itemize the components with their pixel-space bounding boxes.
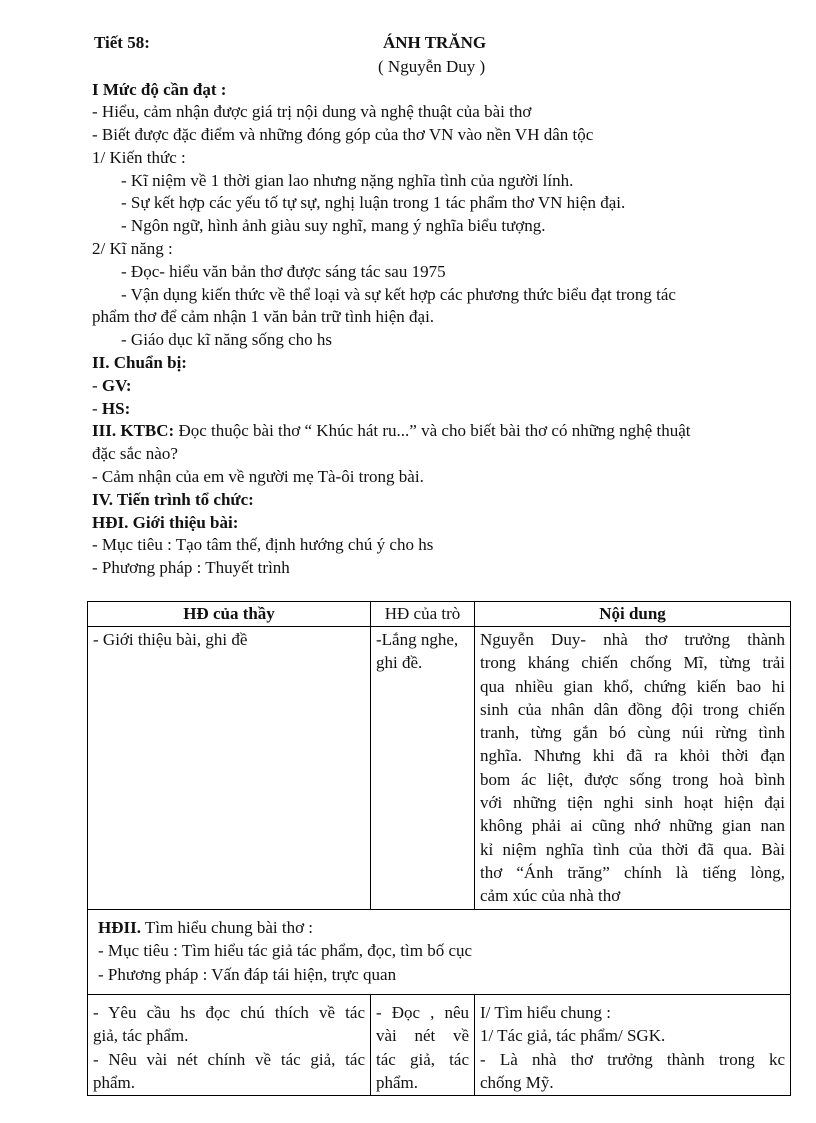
content-line: bom ác liệt, được sống trong hoà bình <box>480 769 785 789</box>
header-teacher: HĐ của thầy <box>88 602 371 627</box>
hs-label: HS: <box>101 399 131 418</box>
student-text: tác giả, tác <box>376 1049 469 1069</box>
hd2-heading <box>98 916 780 940</box>
content-line: Nguyễn Duy- nhà thơ trưởng thành <box>480 630 785 649</box>
ktbc-line <box>92 420 690 442</box>
section4-heading: IV. Tiến trình tổ chức: <box>92 490 254 509</box>
content-line: I/ Tìm hiểu chung : <box>480 1003 611 1023</box>
teacher-cell <box>88 995 371 1096</box>
teacher-cell <box>88 627 371 910</box>
hd1-heading: HĐI. Giới thiệu bài: <box>92 513 239 532</box>
ktbc-label: III. KTBC: <box>92 421 175 440</box>
content-line: thơ “Ánh trăng” chính là tiếng lòng, <box>480 862 785 882</box>
table-row <box>88 995 791 1096</box>
ktbc-question: Đọc thuộc bài thơ “ Khúc hát ru...” và cho biết bài thơ có những nghệ thuật <box>174 421 691 440</box>
content-line: 1/ Tác giả, tác phẩm/ SGK. <box>480 1026 666 1046</box>
student-text: ghi đề. <box>376 653 423 673</box>
poem-title: ÁNH TRĂNG <box>383 33 487 52</box>
content-line: - Là nhà thơ trưởng thành trong kc <box>480 1049 785 1069</box>
ktbc-line: - Cảm nhận của em về người mẹ Tà-ôi trong bài. <box>92 467 424 486</box>
content-line: cảm xúc của nhà thơ <box>480 886 621 906</box>
table-row <box>88 627 791 910</box>
hd2-label: HĐII. <box>98 917 141 937</box>
content-line: qua nhiều gian khổ, chứng kiến bao hi <box>480 676 785 696</box>
knowledge-line: - Ngôn ngữ, hình ảnh giàu suy nghĩ, mang ý nghĩa biểu tượng. <box>121 216 546 235</box>
content-line: không phải ai cũng nhớ những gian nan <box>480 816 785 836</box>
knowledge-line: - Sự kết hợp các yếu tố tự sự, nghị luận trong 1 tác phẩm thơ VN hiện đại. <box>121 193 626 212</box>
content-line: với những tiện nghi sinh hoạt hiện đại <box>480 793 785 813</box>
hd2-row <box>88 909 791 995</box>
goal-line: - Biết được đặc điểm và những đóng góp của thơ VN vào nền VH dân tộc <box>92 125 594 144</box>
skill-line: - Giáo dục kĩ năng sống cho hs <box>121 330 333 349</box>
content-cell <box>475 995 791 1096</box>
hd2-cell <box>88 909 791 995</box>
hd2-goal: - Mục tiêu : Tìm hiểu tác giả tác phẩm, đọc, tìm bố cục <box>98 941 473 961</box>
content-line: tranh, từng gắn bó cùng núi rừng tình <box>480 723 785 743</box>
content-line: kỉ niệm nghĩa tình của thời đã qua. Bài <box>480 839 785 859</box>
hd2-title: Tìm hiểu chung bài thơ : <box>140 917 314 937</box>
gv-label: GV: <box>101 376 132 395</box>
ktbc-line: đặc sắc nào? <box>92 444 178 463</box>
goal-line: - Hiểu, cảm nhận được giá trị nội dung và nghệ thuật của bài thơ <box>92 102 532 121</box>
hd1-method: - Phương pháp : Thuyết trình <box>92 558 290 577</box>
hs-line <box>92 398 130 420</box>
knowledge-line: - Kĩ niệm về 1 thời gian lao nhưng nặng nghĩa tình của người lính. <box>121 171 574 190</box>
content-line: sinh của nhân dân đồng đội trong chiến <box>480 699 785 719</box>
header-content: Nội dung <box>475 602 791 627</box>
gv-dash: - <box>92 376 102 395</box>
content-line: trong kháng chiến chống Mĩ, từng trải <box>480 653 785 673</box>
student-text: phẩm. <box>376 1072 419 1092</box>
student-cell <box>371 995 475 1096</box>
section1-heading: I Mức độ cần đạt : <box>92 80 227 99</box>
content-cell <box>475 627 791 910</box>
skills-heading: 2/ Kĩ năng : <box>92 239 173 258</box>
teacher-text: - Nêu vài nét chính về tác giả, tác <box>93 1049 365 1069</box>
teacher-text: giả, tác phẩm. <box>93 1026 189 1046</box>
gv-line <box>92 375 132 397</box>
lesson-number: Tiết 58: <box>94 33 150 52</box>
student-text: -Lắng nghe, <box>376 630 459 649</box>
hd1-goal: - Mục tiêu : Tạo tâm thế, định hướng chú ý cho hs <box>92 535 434 554</box>
table-header-row <box>88 602 791 627</box>
teacher-text: - Yêu cầu hs đọc chú thích về tác <box>93 1003 365 1023</box>
teacher-text: phẩm. <box>93 1072 136 1092</box>
skill-line: - Đọc- hiểu văn bản thơ được sáng tác sau 1975 <box>121 262 446 281</box>
header-student: HĐ của trò <box>371 602 475 627</box>
student-cell <box>371 627 475 910</box>
section2-heading: II. Chuẩn bị: <box>92 353 187 372</box>
poem-author: ( Nguyễn Duy ) <box>378 57 486 76</box>
teacher-text: - Giới thiệu bài, ghi đề <box>93 630 248 649</box>
content-line: nghĩa. Nhưng khi đã ra khỏi thời đạn <box>480 746 785 766</box>
content-line: chống Mỹ. <box>480 1072 554 1092</box>
skill-line: - Vận dụng kiến thức về thể loại và sự kết hợp các phương thức biểu đạt trong tác <box>121 285 676 304</box>
hd2-method: - Phương pháp : Vấn đáp tái hiện, trực quan <box>98 964 397 984</box>
lesson-table <box>87 601 791 1096</box>
student-text: - Đọc , nêu <box>376 1003 469 1023</box>
hs-dash: - <box>92 399 102 418</box>
skill-line: phẩm thơ để cảm nhận 1 văn bản trữ tình hiện đại. <box>92 307 435 326</box>
knowledge-heading: 1/ Kiến thức : <box>92 148 186 167</box>
student-text: vài nét về <box>376 1026 469 1046</box>
